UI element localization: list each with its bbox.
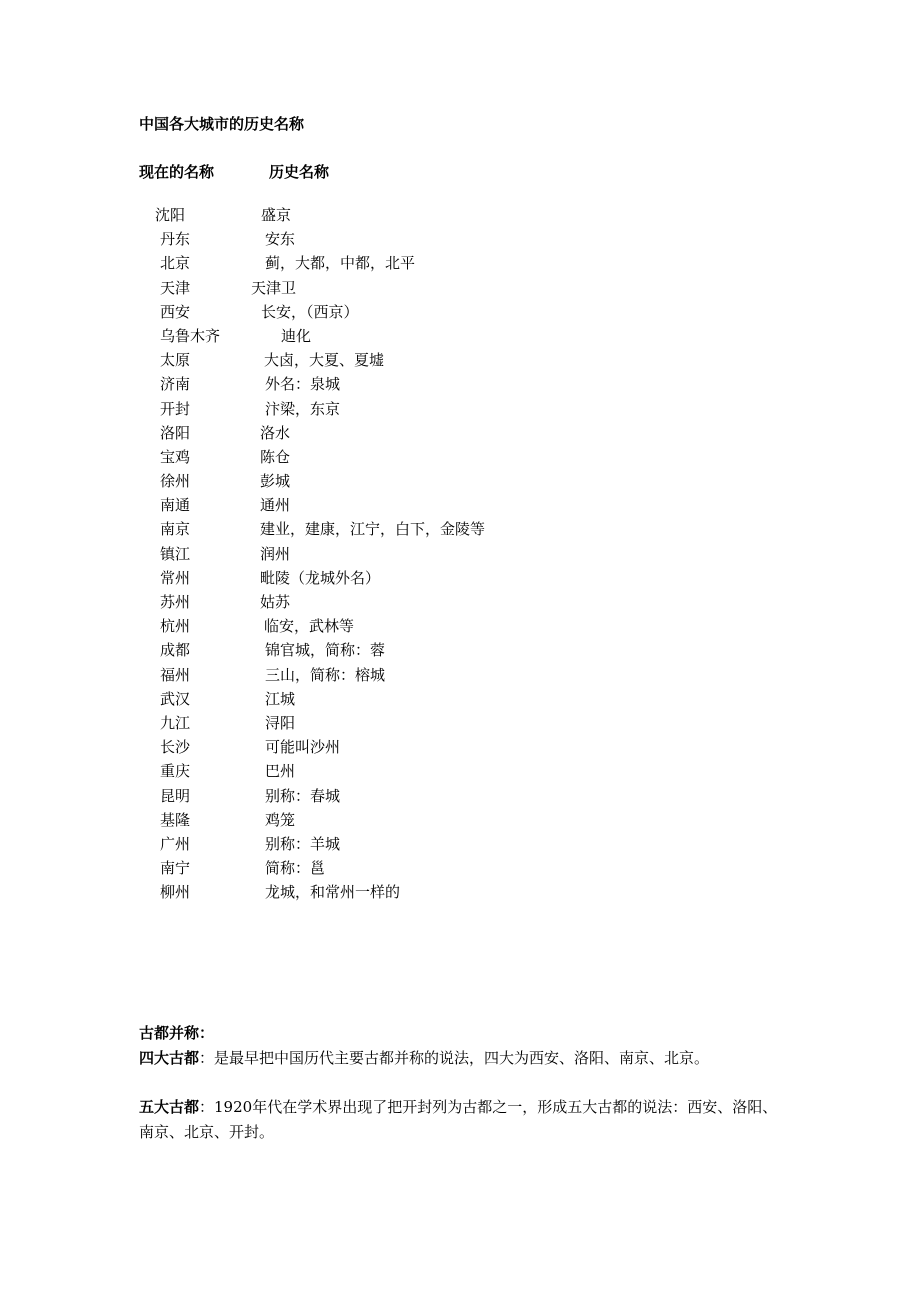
list-item xyxy=(0,348,920,372)
city-historic-name: 大卤，大夏、夏墟 xyxy=(264,351,385,370)
city-current-name: 南京 xyxy=(160,520,191,539)
city-historic-name: 鸡笼 xyxy=(265,810,296,829)
city-current-name: 南通 xyxy=(160,496,191,515)
city-historic-name: 浔阳 xyxy=(265,713,296,732)
four-capitals-paragraph xyxy=(139,1046,789,1071)
city-current-name: 常州 xyxy=(160,568,191,587)
five-capitals-paragraph xyxy=(139,1095,789,1145)
city-historic-name: 建业，建康，江宁，白下，金陵等 xyxy=(260,520,486,539)
city-current-name: 福州 xyxy=(160,665,191,684)
city-current-name: 柳州 xyxy=(160,883,191,902)
list-item xyxy=(0,469,920,493)
city-historic-name: 彭城 xyxy=(260,472,291,491)
list-item xyxy=(0,880,920,904)
city-historic-name: 天津卫 xyxy=(251,278,297,297)
list-item xyxy=(0,759,920,783)
city-historic-name: 三山，简称：榕城 xyxy=(265,665,386,684)
list-item xyxy=(0,445,920,469)
list-item xyxy=(0,808,920,832)
four-capitals-term: 四大古都 xyxy=(139,1049,200,1067)
city-historic-name: 外名：泉城 xyxy=(265,375,341,394)
city-historic-name: 简称：邕 xyxy=(265,859,326,878)
city-historic-name: 长安，（西京） xyxy=(261,302,359,321)
city-current-name: 武汉 xyxy=(160,689,191,708)
city-historic-name: 可能叫沙州 xyxy=(265,738,341,757)
city-current-name: 长沙 xyxy=(160,738,191,757)
city-current-name: 昆明 xyxy=(160,786,191,805)
city-historic-name: 临安，武林等 xyxy=(264,617,355,636)
city-historic-name: 毗陵（龙城外名） xyxy=(260,568,381,587)
city-historic-name: 别称：羊城 xyxy=(265,834,341,853)
city-current-name: 基隆 xyxy=(160,810,191,829)
city-historic-name: 汴梁，东京 xyxy=(265,399,341,418)
list-item xyxy=(0,663,920,687)
list-item xyxy=(0,542,920,566)
city-current-name: 成都 xyxy=(160,641,191,660)
city-historic-name: 巴州 xyxy=(265,762,296,781)
column-header-historic-name: 历史名称 xyxy=(269,163,330,181)
list-item xyxy=(0,832,920,856)
city-current-name: 丹东 xyxy=(160,230,191,249)
list-item xyxy=(0,421,920,445)
city-current-name: 徐州 xyxy=(160,472,191,491)
city-current-name: 宝鸡 xyxy=(160,447,191,466)
five-capitals-text: ：1920年代在学术界出现了把开封列为古都之一，形成五大古都的说法：西安、洛阳、南京、北京、开封。 xyxy=(139,1098,778,1141)
four-capitals-text: ：是最早把中国历代主要古都并称的说法，四大为西安、洛阳、南京、北京。 xyxy=(199,1049,710,1067)
city-current-name: 苏州 xyxy=(160,593,191,611)
document-title: 中国各大城市的历史名称 xyxy=(139,115,305,133)
city-historic-name: 陈仓 xyxy=(260,447,291,466)
city-current-name: 杭州 xyxy=(160,617,191,636)
city-historic-name: 江城 xyxy=(265,689,296,708)
city-current-name: 镇江 xyxy=(160,544,191,563)
list-item xyxy=(0,638,920,662)
capitals-heading: 古都并称： xyxy=(139,1024,215,1042)
list-item xyxy=(0,784,920,808)
five-capitals-term: 五大古都 xyxy=(139,1098,200,1116)
list-item xyxy=(0,590,920,614)
list-item xyxy=(0,735,920,759)
city-historic-name: 蓟，大都，中都，北平 xyxy=(265,254,416,273)
list-item xyxy=(0,397,920,421)
city-current-name: 西安 xyxy=(160,302,191,321)
list-item xyxy=(0,251,920,275)
city-name-list xyxy=(0,203,920,904)
list-item xyxy=(0,517,920,541)
list-item xyxy=(0,324,920,348)
city-historic-name: 龙城，和常州一样的 xyxy=(265,883,401,902)
city-historic-name: 别称：春城 xyxy=(265,786,341,805)
column-header-current-name: 现在的名称 xyxy=(139,163,215,181)
city-current-name: 南宁 xyxy=(160,859,191,878)
city-current-name: 乌鲁木齐 xyxy=(160,326,221,345)
city-current-name: 洛阳 xyxy=(160,423,191,442)
list-item xyxy=(0,227,920,251)
list-item xyxy=(0,687,920,711)
city-current-name: 开封 xyxy=(160,399,191,418)
city-current-name: 九江 xyxy=(160,713,191,732)
city-current-name: 济南 xyxy=(160,375,191,394)
city-historic-name: 姑苏 xyxy=(260,593,291,611)
city-current-name: 沈阳 xyxy=(155,206,186,224)
city-historic-name: 锦官城，简称：蓉 xyxy=(265,641,386,660)
list-item xyxy=(0,203,920,227)
city-historic-name: 通州 xyxy=(260,496,291,515)
city-current-name: 太原 xyxy=(160,351,191,370)
list-item xyxy=(0,276,920,300)
city-historic-name: 洛水 xyxy=(260,423,291,442)
list-item xyxy=(0,493,920,517)
city-historic-name: 盛京 xyxy=(261,206,292,224)
list-item xyxy=(0,300,920,324)
city-current-name: 北京 xyxy=(160,254,191,273)
city-current-name: 广州 xyxy=(160,834,191,853)
city-historic-name: 安东 xyxy=(265,230,296,249)
list-item xyxy=(0,614,920,638)
city-historic-name: 润州 xyxy=(260,544,291,563)
list-item xyxy=(0,711,920,735)
list-item xyxy=(0,372,920,396)
list-item xyxy=(0,566,920,590)
list-item xyxy=(0,856,920,880)
city-historic-name: 迪化 xyxy=(281,326,312,345)
city-current-name: 重庆 xyxy=(160,762,191,781)
city-current-name: 天津 xyxy=(160,278,191,297)
